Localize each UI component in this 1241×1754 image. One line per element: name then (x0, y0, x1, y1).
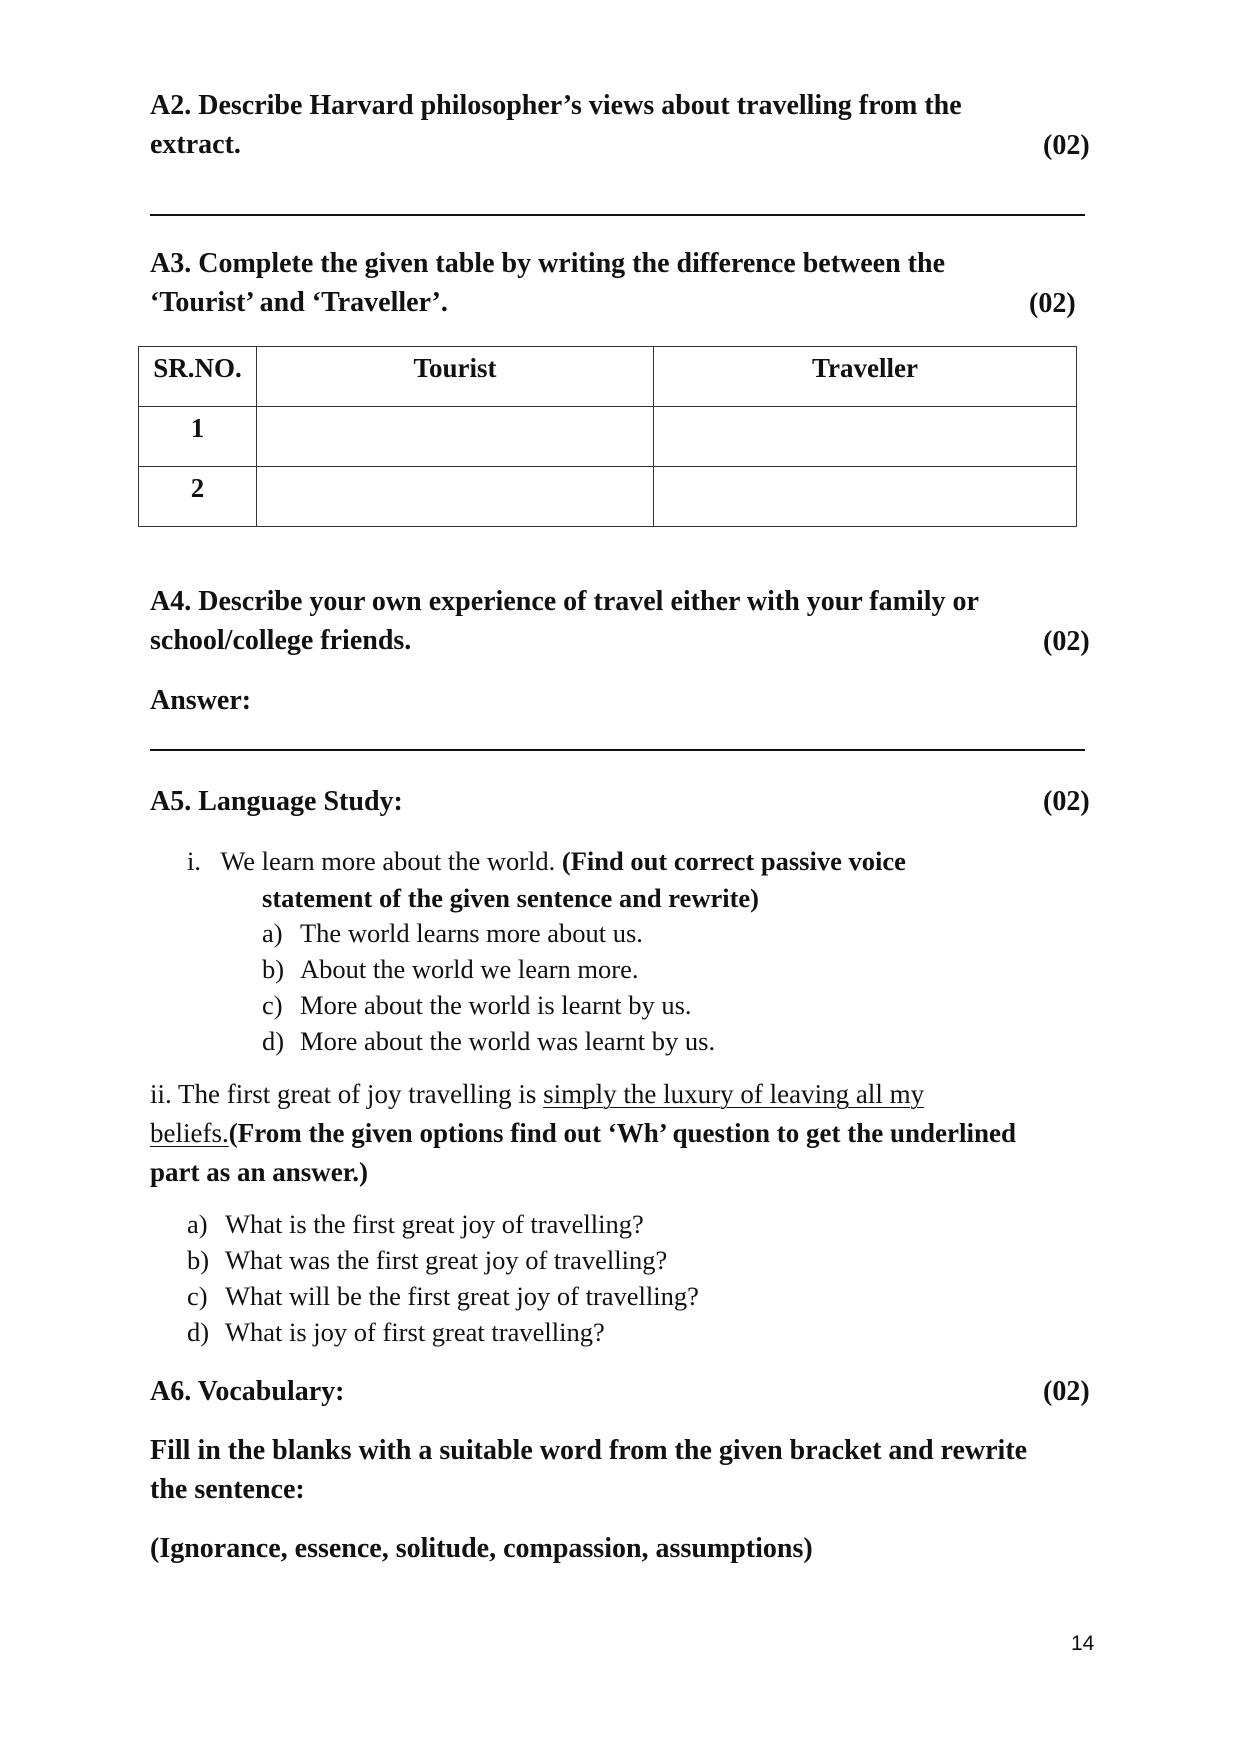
a3-question (150, 244, 945, 322)
a2-question-line1: A2. Describe Harvard philosopher’s views about travelling from the (150, 90, 962, 121)
a5-q1-instruction-2: statement of the given sentence and rewrite) (262, 883, 759, 913)
table-header-traveller: Traveller (654, 347, 1077, 407)
a2-question (150, 86, 962, 164)
a2-answer-line (150, 214, 1085, 216)
a5-q2-option-c: c) What will be the first great joy of travelling? (187, 1281, 699, 1311)
a4-marks: (02) (1043, 626, 1090, 657)
a5-q2-line2 (150, 1114, 1016, 1153)
a5-q2-option-a: a) What is the first great joy of travelling? (187, 1209, 644, 1239)
a5-q1-line1 (187, 843, 906, 879)
a4-question (150, 582, 979, 660)
a5-q2-underlined-2: beliefs. (150, 1118, 229, 1148)
a2-marks: (02) (1043, 130, 1090, 161)
a4-answer-label: Answer: (150, 685, 252, 716)
a6-marks: (02) (1043, 1376, 1090, 1407)
table-row (139, 407, 1077, 467)
difference-table (138, 346, 1077, 527)
page-number: 14 (1071, 1632, 1095, 1655)
a5-q2-underlined-1: simply the luxury of leaving all my (543, 1079, 925, 1109)
a3-question-line1: A3. Complete the given table by writing the difference between the (150, 248, 946, 279)
a6-title: A6. Vocabulary: (150, 1376, 345, 1407)
a5-q1-instruction-1: (Find out correct passive voice (561, 846, 906, 876)
a5-marks: (02) (1043, 786, 1090, 817)
a5-title: A5. Language Study: (150, 786, 403, 817)
table-header-tourist: Tourist (257, 347, 654, 407)
a2-question-line2: extract. (150, 129, 241, 160)
a4-question-line1: A4. Describe your own experience of travel either with your family or (150, 586, 979, 617)
table-cell-tourist[interactable] (257, 467, 654, 527)
a5-q1-option-b: b) About the world we learn more. (262, 954, 639, 984)
table-row (139, 467, 1077, 527)
a5-q1-option-c: c) More about the world is learnt by us. (262, 990, 692, 1020)
a6-word-bank: (Ignorance, essence, solitude, compassion, assumptions) (150, 1533, 813, 1564)
a5-q2-option-b: b) What was the first great joy of travelling? (187, 1245, 668, 1275)
table-cell-srno: 2 (139, 467, 257, 527)
table-cell-srno: 1 (139, 407, 257, 467)
table-cell-traveller[interactable] (654, 467, 1077, 527)
table-header-srno: SR.NO. (139, 347, 257, 407)
a5-q2-instruction-2: part as an answer.) (150, 1157, 369, 1187)
a5-q2-question (150, 1075, 1016, 1192)
a4-answer-line (150, 749, 1085, 751)
table-header-row (139, 347, 1077, 407)
a5-q1-option-a: a) The world learns more about us. (262, 918, 643, 948)
a5-q1-sentence: We learn more about the world. (220, 846, 556, 876)
a5-q2-prefix: ii. The first great of joy travelling is (150, 1079, 537, 1109)
a3-marks: (02) (1029, 288, 1076, 319)
a4-question-line2: school/college friends. (150, 625, 412, 656)
a6-instruction-line2: the sentence: (150, 1474, 305, 1505)
a5-q2-instruction-1: (From the given options find out ‘Wh’ question to get the underlined (228, 1118, 1017, 1148)
a3-question-line2: ‘Tourist’ and ‘Traveller’. (150, 287, 448, 318)
a5-q1-number: i. (187, 846, 201, 876)
table-cell-tourist[interactable] (257, 407, 654, 467)
a5-q1-option-d: d) More about the world was learnt by us. (262, 1026, 716, 1056)
a5-q2-line1 (150, 1075, 1016, 1114)
table-cell-traveller[interactable] (654, 407, 1077, 467)
a5-q2-option-d: d) What is joy of first great travelling? (187, 1317, 605, 1347)
a6-instruction (150, 1431, 1027, 1509)
a6-instruction-line1: Fill in the blanks with a suitable word from the given bracket and rewrite (150, 1435, 1028, 1466)
